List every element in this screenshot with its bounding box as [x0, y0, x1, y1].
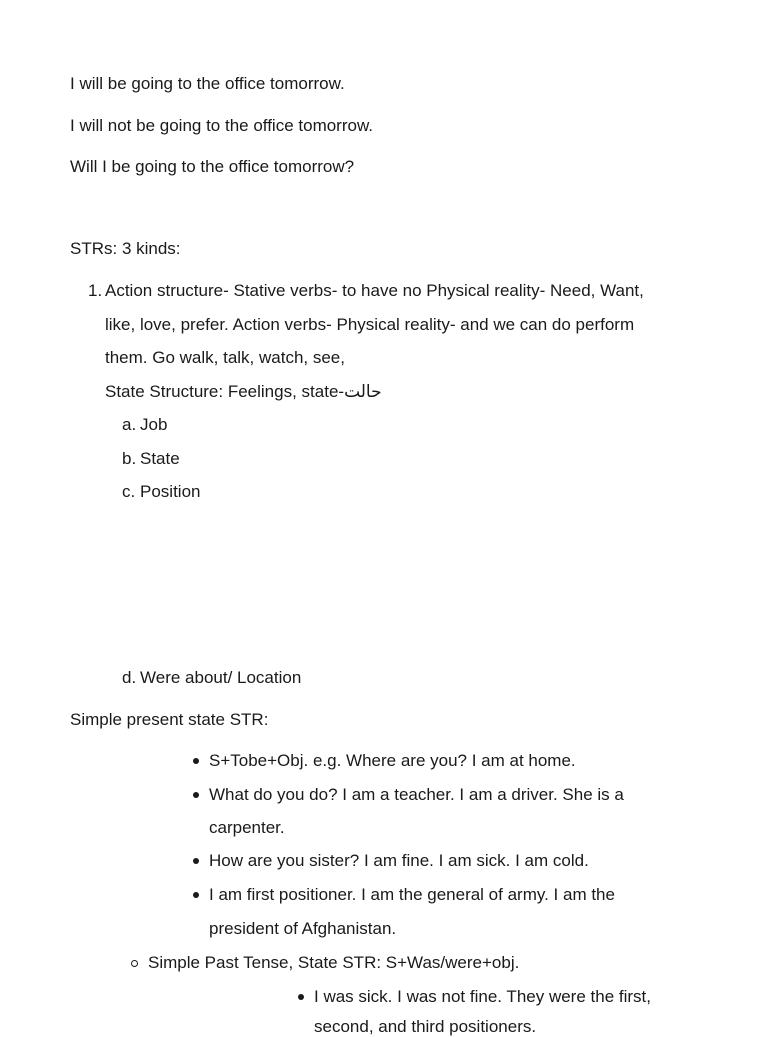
- example-question: Will I be going to the office tomorrow?: [70, 157, 355, 176]
- sub-marker-b: b.: [122, 449, 137, 468]
- sub-marker-c: c.: [122, 482, 136, 501]
- sub-marker-a: a.: [122, 415, 137, 434]
- arabic-word: حالت: [344, 382, 382, 402]
- sub-item-location: Were about/ Location: [140, 668, 302, 687]
- bullet-dot: [298, 994, 304, 1000]
- strs-heading: STRs: 3 kinds:: [70, 239, 181, 258]
- bullet-line-cont: carpenter.: [209, 818, 285, 837]
- state-structure-text: State Structure: Feelings, state-: [105, 382, 345, 401]
- bullet-ring: [131, 960, 138, 967]
- bullet-dot: [193, 758, 199, 764]
- bullet-dot: [193, 792, 199, 798]
- sub-marker-d: d.: [122, 668, 137, 687]
- bullet-line: What do you do? I am a teacher. I am a driver. She is a: [209, 785, 624, 804]
- bullet-dot: [193, 858, 199, 864]
- bullet-line-cont: president of Afghanistan.: [209, 919, 397, 938]
- bullet-line: How are you sister? I am fine. I am sick. I am cold.: [209, 851, 589, 870]
- state-structure-line: [105, 382, 382, 402]
- item1-line-2: like, love, prefer. Action verbs- Physical reality- and we can do perform: [105, 315, 635, 334]
- simple-present-heading: Simple present state STR:: [70, 710, 269, 729]
- sub-item-state: State: [140, 449, 180, 468]
- bullet-line: S+Tobe+Obj. e.g. Where are you? I am at home.: [209, 751, 576, 770]
- simple-past-bullet: I was sick. I was not fine. They were the first,: [314, 987, 651, 1006]
- simple-past-bullet-cut: second, and third positioners.: [314, 1017, 537, 1036]
- list-marker-1: 1.: [88, 281, 103, 300]
- bullet-line: I am first positioner. I am the general of army. I am the: [209, 885, 615, 904]
- item1-line-1: Action structure- Stative verbs- to have no Physical reality- Need, Want,: [105, 281, 644, 300]
- sub-item-job: Job: [140, 415, 168, 434]
- example-affirmative: I will be going to the office tomorrow.: [70, 74, 345, 93]
- simple-past-heading: Simple Past Tense, State STR: S+Was/were+obj.: [148, 953, 520, 972]
- item1-line-3: them. Go walk, talk, watch, see,: [105, 348, 345, 367]
- bullet-dot: [193, 892, 199, 898]
- sub-item-position: Position: [140, 482, 201, 501]
- example-negative: I will not be going to the office tomorrow.: [70, 116, 374, 135]
